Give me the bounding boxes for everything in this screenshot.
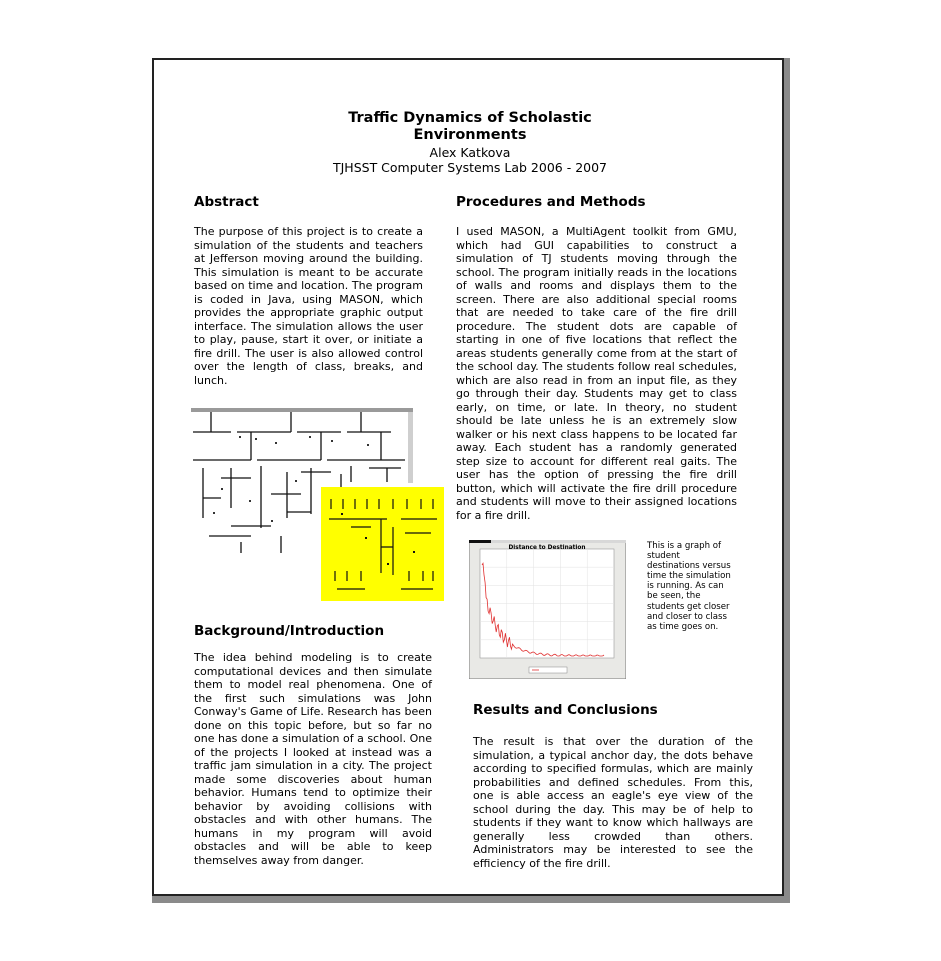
distance-graph (469, 540, 626, 679)
background-body: The idea behind modeling is to create computational devices and then simulate them to model real phenomena. One of the first such simulations was John Conway's Game of Life. Research has been done on this topic before, but so far no one has done a simulation of a school. One of the projects I looked at instead was a traffic jam simulation in a city. The project made some discoveries about human behavior. Humans tend to optimize their behavior by avoiding collisions with obstacles and with other humans. The humans in my program will avoid obstacles and will be able to keep themselves away from danger. (194, 651, 432, 867)
title-line-1: Traffic Dynamics of Scholastic (348, 110, 592, 126)
highlight-background (321, 487, 444, 601)
results-heading: Results and Conclusions (473, 702, 658, 718)
affiliation: TJHSST Computer Systems Lab 2006 - 2007 (332, 160, 608, 175)
abstract-heading: Abstract (194, 194, 259, 210)
title-line-2: Environments (413, 127, 527, 143)
procedures-heading: Procedures and Methods (456, 194, 646, 210)
poster-page (152, 58, 784, 896)
distance-graph-window (469, 540, 626, 679)
poster-title (154, 110, 786, 144)
abstract-body: The purpose of this project is to create a simulation of the students and teachers at Jefferson moving around the building. This simulation is meant to be accurate based on time and location. The program is coded in Java, using MASON, which provides the appropriate graphic output interface. The simulation allows the user to play, pause, start it over, or initiate a fire drill. The user is also allowed control over the length of class, breaks, and lunch. (194, 225, 423, 387)
background-heading: Background/Introduction (194, 623, 385, 639)
results-body: The result is that over the duration of the simulation, a typical anchor day, the dots behave according to specified formulas, which are mainly probabilities and defined schedules. From this, one is able access an eagle's eye view of the school during the day. This may be of help to students if they want to know which hallways are generally less crowded than others. Administrators may be interested to see the efficiency of the fire drill. (473, 735, 753, 870)
graph-window-titlebar (469, 540, 491, 543)
floorplan-highlight-screenshot (321, 487, 444, 601)
procedures-body: I used MASON, a MultiAgent toolkit from GMU, which had GUI capabilities to construct a simulation of TJ students moving through the school. The program initially reads in the locations of walls and rooms and displays them to the screen. There are also additional special rooms that are needed to take care of the fire drill procedure. The student dots are capable of starting in one of five locations that reflect the areas students generally come from at the start of the school day. The students follow real schedules, which are also read in from an input file, as they go through their day. Students may get to class early, on time, or late. In theory, no student should be late unless he is an extremely slow walker or his next class happens to be located far away. Each student has a randomly generated step size to account for different real gaits. The user has the option of pressing the fire drill button, which will activate the fire drill procedure and students will move to their assigned locations for a fire drill. (456, 225, 737, 522)
graph-caption: This is a graph of student destinations versus time the simulation is running. As can be seen, the students get closer and closer to class as time goes on. (647, 541, 731, 632)
graph-title: Distance to Destination (508, 545, 586, 551)
author-name: Alex Katkova (429, 145, 511, 160)
